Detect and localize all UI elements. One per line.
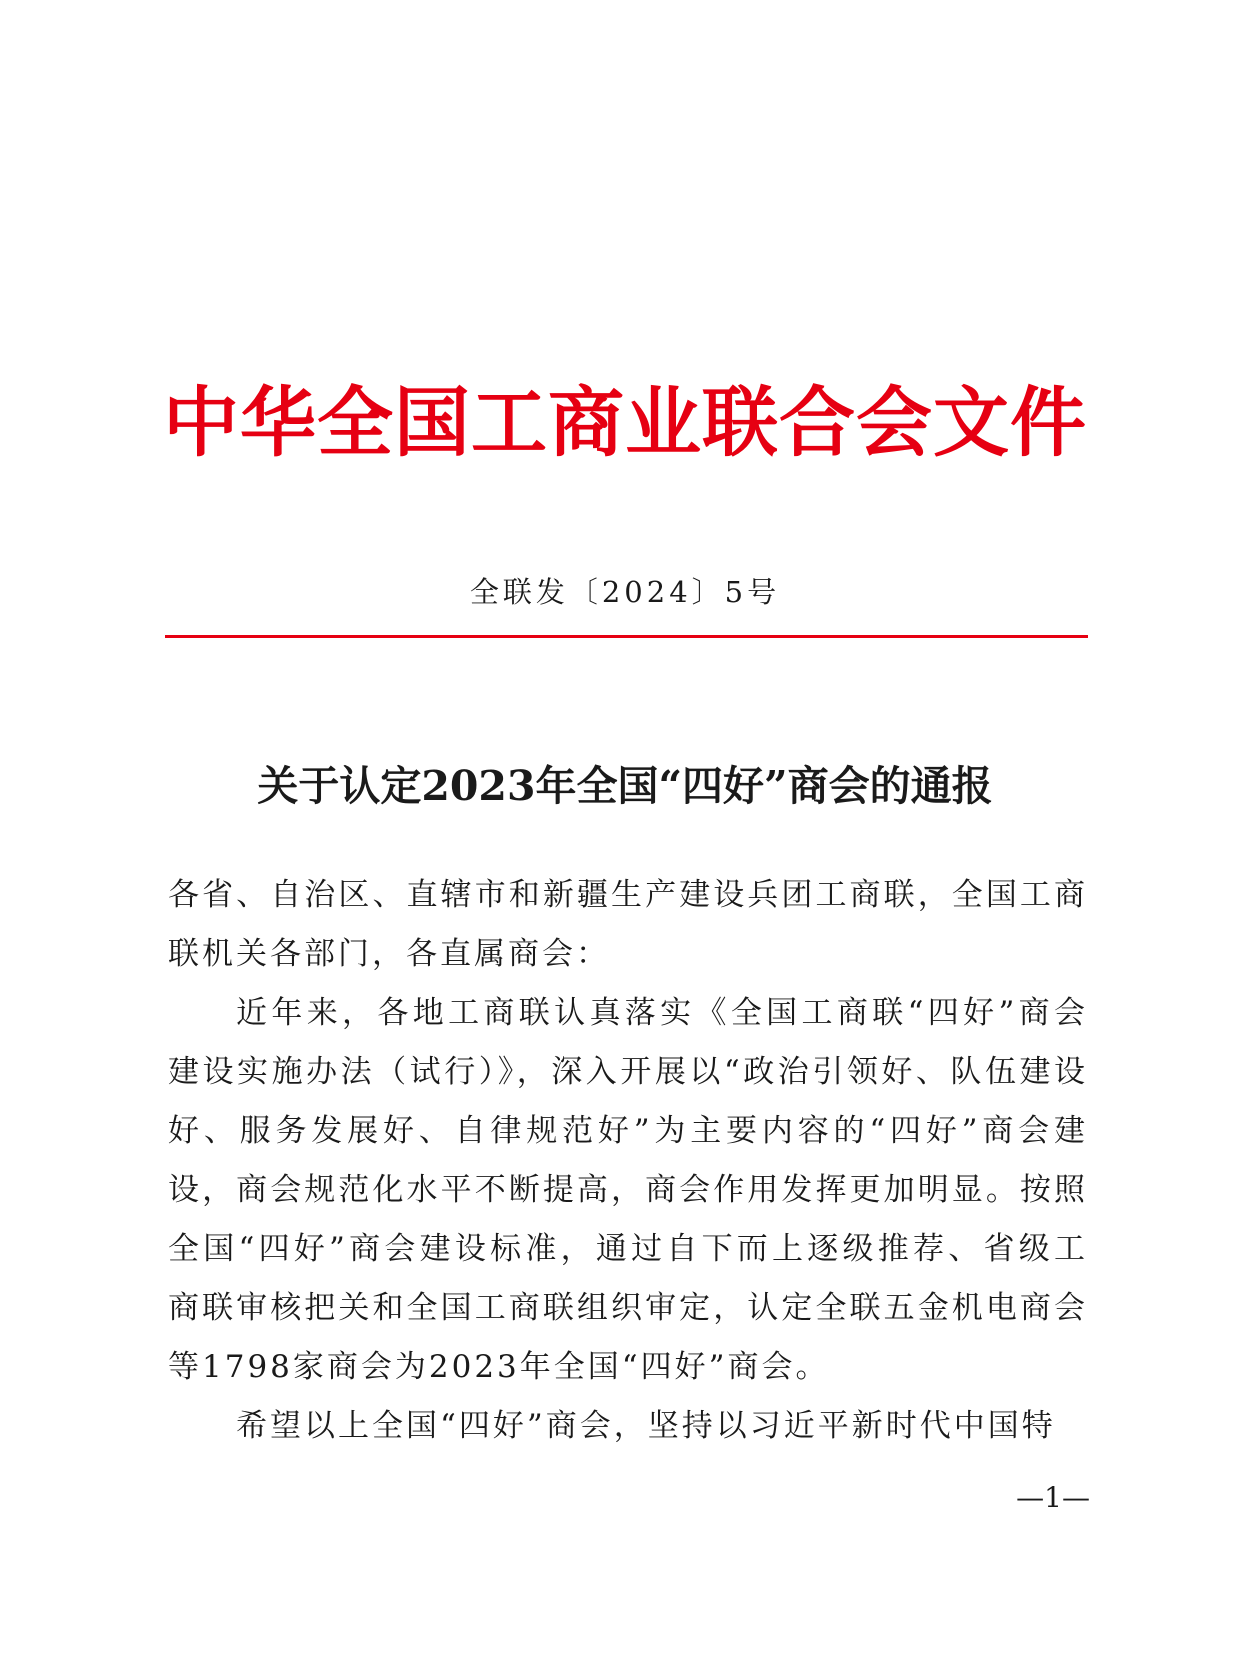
body-paragraph: 希望以上全国“四好”商会，坚持以习近平新时代中国特 — [236, 1408, 1056, 1444]
document-title: 关于认定2023年全国“四好”商会的通报 — [257, 762, 993, 810]
body-paragraph: 近年来，各地工商联认真落实《全国工商联“四好”商会建设实施办法（试行）》，深入开展以“政治引领好、队伍建设好、服务发展好、自律规范好”为主要内容的“四好”商会建设，商会规范化水平不断提高，商会作用发挥更加明显。按照全国“四好”商会建设标准，通过自下而上逐级推荐、省级工商联审核把关和全国工商联组织审定，认定全联五金机电商会等1798家商会为2023年全国“四好”商会。 — [168, 995, 1088, 1385]
document-number: 全联发〔2024〕5号 — [469, 575, 781, 609]
red-separator-line — [165, 635, 1088, 638]
salutation: 各省、自治区、直辖市和新疆生产建设兵团工商联，全国工商联机关各部门，各直属商会： — [168, 877, 1088, 972]
page-number: —1— — [1016, 1481, 1090, 1514]
document-body — [168, 866, 1088, 1456]
document-masthead: 中华全国工商业联合会文件 — [163, 378, 1087, 467]
